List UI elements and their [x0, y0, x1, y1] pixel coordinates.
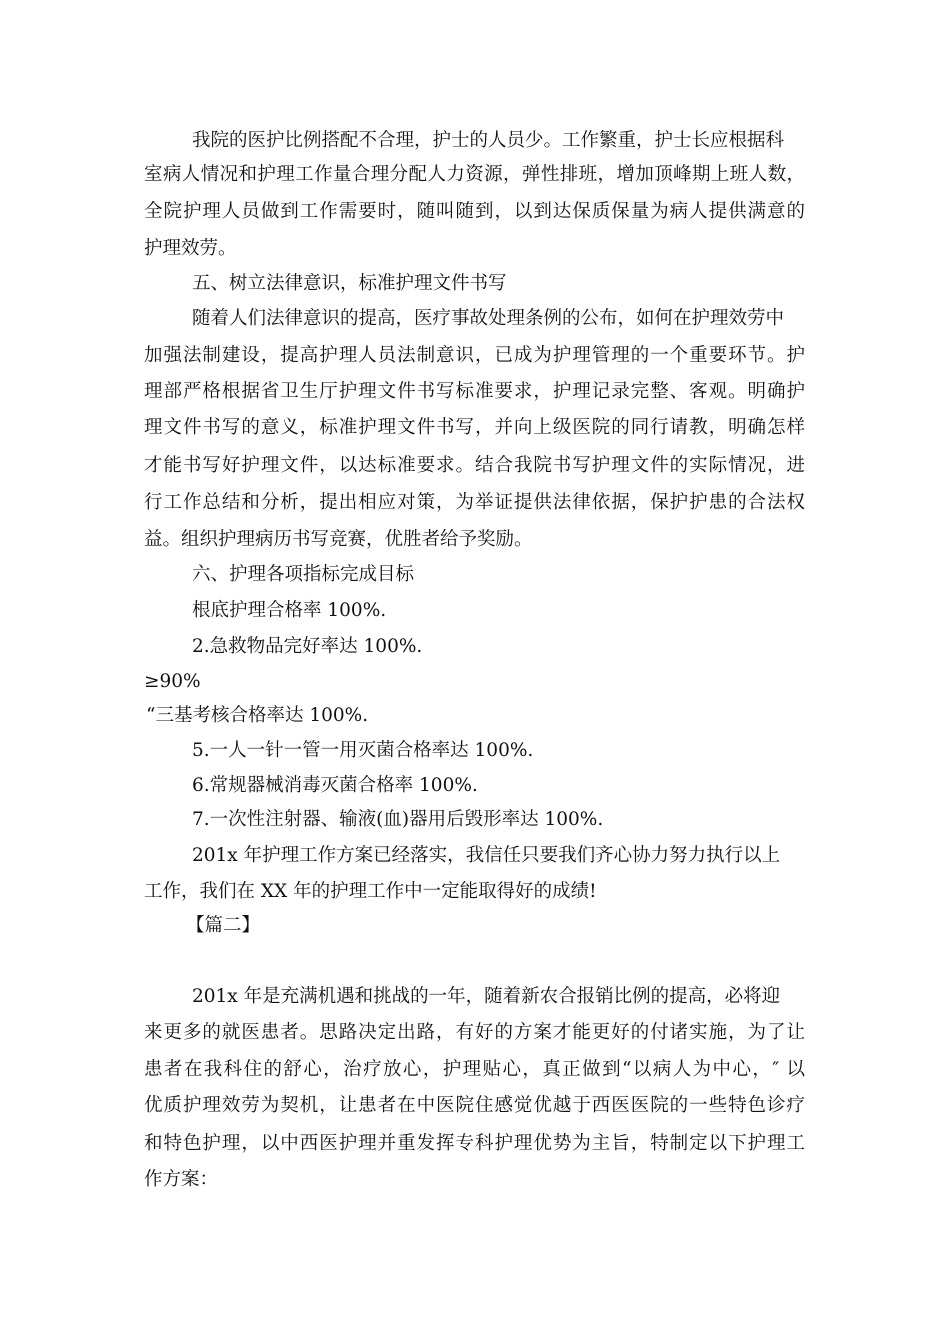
- list-item: ≥90%: [144, 671, 201, 692]
- list-item: “三基考核合格率达 100%.: [146, 705, 369, 726]
- section-heading: 五、树立法律意识，标准护理文件书写: [192, 273, 507, 294]
- para-line: 工作，我们在 XX 年的护理工作中一定能取得好的成绩!: [144, 881, 597, 902]
- para-line: 护理效劳。: [144, 238, 237, 259]
- list-item: 7.一次性注射器、输液(血)器用后毁形率达 100%.: [192, 809, 604, 830]
- list-item: 5.一人一针一管一用灭菌合格率达 100%.: [192, 740, 534, 761]
- section-heading: 六、护理各项指标完成目标: [192, 564, 415, 585]
- list-item: 6.常规器械消毒灭菌合格率 100%.: [192, 775, 478, 796]
- para-line: 我院的医护比例搭配不合理，护士的人员少。工作繁重，护士长应根据科: [192, 130, 785, 151]
- para-line: 行工作总结和分析，提出相应对策，为举证提供法律依据，保护护患的合法权: [144, 492, 805, 513]
- para-line: 患者在我科住的舒心，治疗放心，护理贴心，真正做到“以病人为中心，″ 以: [144, 1059, 805, 1080]
- para-line: 201x 年护理工作方案已经落实，我信任只要我们齐心协力努力执行以上: [192, 845, 781, 866]
- para-line: 才能书写好护理文件，以达标准要求。结合我院书写护理文件的实际情况，进: [144, 455, 805, 476]
- para-line: 优质护理效劳为契机，让患者在中医院住感觉优越于西医医院的一些特色诊疗: [144, 1095, 805, 1116]
- section-marker: 【篇二】: [186, 915, 261, 936]
- para-line: 加强法制建设，提高护理人员法制意识，已成为护理管理的一个重要环节。护: [144, 345, 805, 366]
- para-line: 理部严格根据省卫生厅护理文件书写标准要求，护理记录完整、客观。明确护: [144, 381, 805, 402]
- para-line: 随着人们法律意识的提高，医疗事故处理条例的公布，如何在护理效劳中: [192, 308, 785, 329]
- para-line: 201x 年是充满机遇和挑战的一年，随着新农合报销比例的提高，必将迎: [192, 986, 781, 1007]
- para-line: 和特色护理，以中西医护理并重发挥专科护理优势为主旨，特制定以下护理工: [144, 1133, 805, 1154]
- para-line: 理文件书写的意义，标准护理文件书写，并向上级医院的同行请教，明确怎样: [144, 417, 805, 438]
- para-line: 来更多的就医患者。思路决定出路，有好的方案才能更好的付诸实施，为了让: [144, 1022, 805, 1043]
- list-item: 2.急救物品完好率达 100%.: [192, 636, 423, 657]
- para-line: 全院护理人员做到工作需要时，随叫随到，以到达保质保量为病人提供满意的: [144, 201, 805, 222]
- para-line: 作方案：: [144, 1169, 219, 1190]
- list-item: 根底护理合格率 100%.: [192, 600, 387, 621]
- para-line: 益。组织护理病历书写竞赛，优胜者给予奖励。: [144, 529, 533, 550]
- para-line: 室病人情况和护理工作量合理分配人力资源，弹性排班，增加顶峰期上班人数，: [144, 164, 805, 185]
